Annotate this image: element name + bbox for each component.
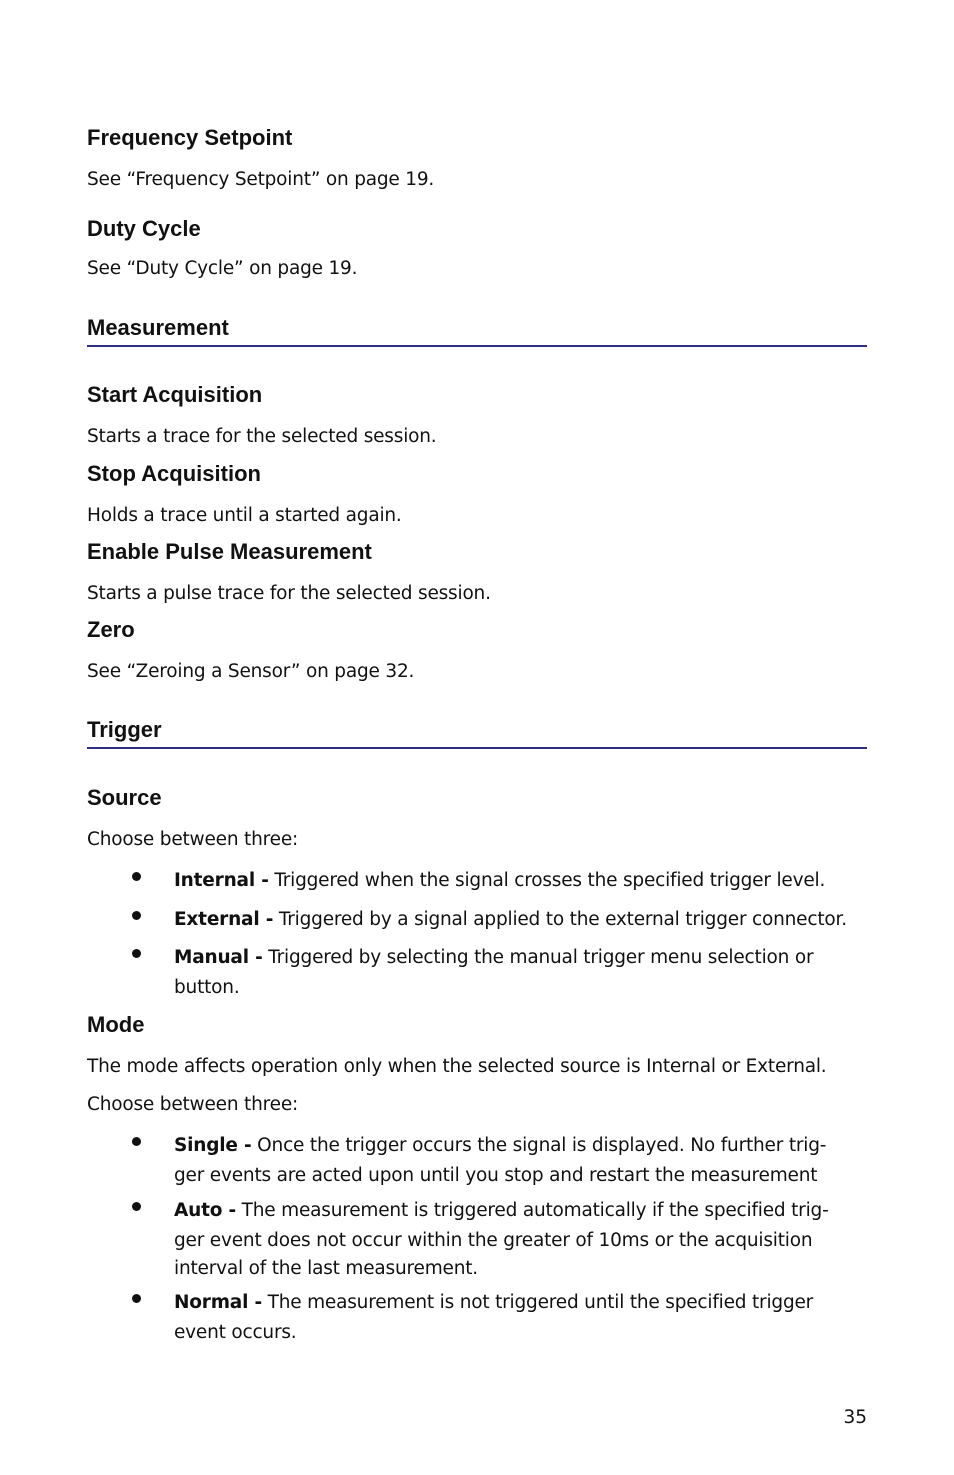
mode-description-text: The mode affects operation only when the selected source is Internal or External. bbox=[87, 1056, 827, 1077]
list-item-text: Triggered by a signal applied to the external trigger connector. bbox=[273, 909, 847, 930]
measurement-section-heading: Measurement bbox=[87, 315, 229, 340]
mode-intro-text: Choose between three: bbox=[87, 1094, 299, 1115]
bullet-icon bbox=[132, 1137, 141, 1146]
bullet-icon bbox=[132, 911, 141, 920]
trigger-section-rule bbox=[87, 747, 867, 749]
list-item-term: Manual - bbox=[174, 947, 263, 968]
frequency-setpoint-text: See “Frequency Setpoint” on page 19. bbox=[87, 169, 435, 190]
bullet-icon bbox=[132, 949, 141, 958]
bullet-icon bbox=[132, 1294, 141, 1303]
start-acquisition-heading: Start Acquisition bbox=[87, 382, 263, 407]
list-item-text: ger event does not occur within the greater of 10ms or the acquisition bbox=[174, 1230, 813, 1251]
duty-cycle-text: See “Duty Cycle” on page 19. bbox=[87, 258, 358, 279]
bullet-icon bbox=[132, 872, 141, 881]
list-item-term: Internal - bbox=[174, 870, 269, 891]
list-item-text: interval of the last measurement. bbox=[174, 1258, 478, 1279]
duty-cycle-heading: Duty Cycle bbox=[87, 216, 201, 241]
list-item bbox=[174, 866, 874, 896]
list-item-term: External - bbox=[174, 909, 274, 930]
list-item-text: The measurement is not triggered until the specified trigger bbox=[261, 1292, 814, 1313]
list-item-text: Triggered by selecting the manual trigger menu selection or bbox=[262, 947, 814, 968]
mode-heading: Mode bbox=[87, 1012, 145, 1037]
list-item-term: Auto - bbox=[174, 1200, 236, 1221]
list-item bbox=[174, 1131, 874, 1191]
page-number: 35 bbox=[843, 1407, 867, 1428]
zero-text: See “Zeroing a Sensor” on page 32. bbox=[87, 661, 415, 682]
stop-acquisition-heading: Stop Acquisition bbox=[87, 461, 261, 486]
stop-acquisition-text: Holds a trace until a started again. bbox=[87, 505, 402, 526]
bullet-icon bbox=[132, 1202, 141, 1211]
source-intro-text: Choose between three: bbox=[87, 829, 299, 850]
list-item bbox=[174, 1288, 874, 1348]
frequency-setpoint-heading: Frequency Setpoint bbox=[87, 125, 293, 150]
list-item-text: The measurement is triggered automatically if the specified trig- bbox=[235, 1200, 829, 1221]
enable-pulse-measurement-heading: Enable Pulse Measurement bbox=[87, 539, 372, 564]
measurement-section-rule bbox=[87, 345, 867, 347]
list-item bbox=[174, 905, 874, 935]
list-item-text: Once the trigger occurs the signal is displayed. No further trig- bbox=[251, 1135, 827, 1156]
list-item-term: Normal - bbox=[174, 1292, 262, 1313]
list-item bbox=[174, 1196, 874, 1282]
list-item-term: Single - bbox=[174, 1135, 252, 1156]
trigger-section-heading: Trigger bbox=[87, 717, 162, 742]
list-item bbox=[174, 943, 874, 1003]
list-item-text: Triggered when the signal crosses the specified trigger level. bbox=[268, 870, 826, 891]
zero-heading: Zero bbox=[87, 617, 135, 642]
source-heading: Source bbox=[87, 785, 162, 810]
enable-pulse-measurement-text: Starts a pulse trace for the selected session. bbox=[87, 583, 491, 604]
list-item-text: ger events are acted upon until you stop and restart the measurement bbox=[174, 1165, 818, 1186]
list-item-text: event occurs. bbox=[174, 1322, 297, 1343]
start-acquisition-text: Starts a trace for the selected session. bbox=[87, 426, 437, 447]
list-item-text: button. bbox=[174, 977, 240, 998]
